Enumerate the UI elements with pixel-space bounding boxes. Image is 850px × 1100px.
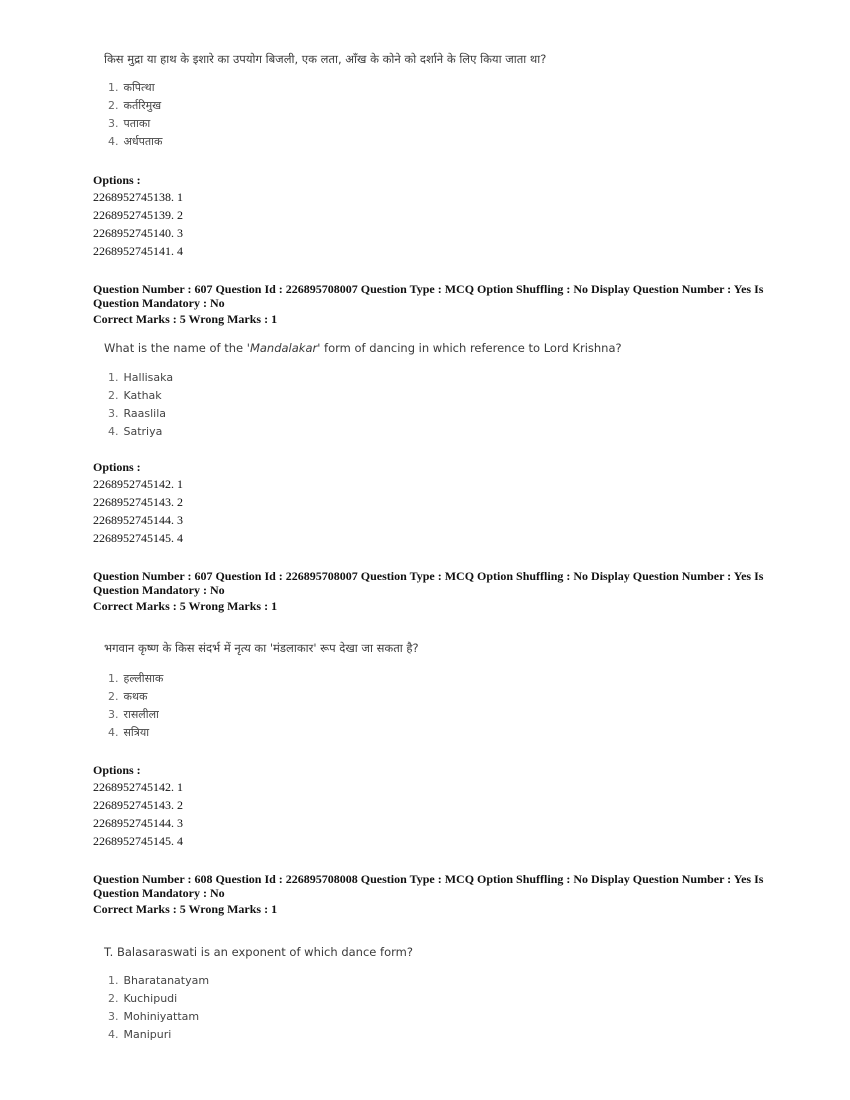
- choice-item: 4. सत्रिया: [108, 726, 150, 739]
- option-id: 2268952745138. 1: [93, 190, 183, 204]
- choice-item: 1. Hallisaka: [108, 371, 174, 384]
- choice-item: 1. Bharatanatyam: [108, 974, 210, 987]
- marks-line: Correct Marks : 5 Wrong Marks : 1: [93, 312, 278, 326]
- choice-item: 1. कपित्था: [108, 81, 155, 94]
- choice-item: 1. हल्लीसाक: [108, 672, 164, 685]
- choice-item: 3. Mohiniyattam: [108, 1010, 200, 1023]
- marks-line: Correct Marks : 5 Wrong Marks : 1: [93, 902, 278, 916]
- option-id: 2268952745145. 4: [93, 834, 183, 848]
- choice-item: 4. Manipuri: [108, 1028, 172, 1041]
- choice-list: [108, 670, 163, 742]
- choice-item: 2. कथक: [108, 690, 148, 703]
- choice-item: 4. अर्धपताक: [108, 135, 163, 148]
- options-label: Options :: [93, 460, 141, 474]
- option-id: 2268952745144. 3: [93, 816, 183, 830]
- option-id: 2268952745139. 2: [93, 208, 183, 222]
- choice-list: [108, 369, 173, 441]
- question-meta: Question Number : 607 Question Id : 226895708007 Question Type : MCQ Option Shuffling : No Display Question Number : Yes Is Question Mandatory : No: [93, 282, 764, 310]
- choice-item: 3. रासलीला: [108, 708, 159, 721]
- choice-item: 3. Raaslila: [108, 407, 167, 420]
- choice-item: 3. पताका: [108, 117, 151, 130]
- option-id: 2268952745142. 1: [93, 780, 183, 794]
- question-text: किस मुद्रा या हाथ के इशारे का उपयोग बिजली, एक लता, आँख के कोने को दर्शाने के लिए किया जाता था?: [104, 52, 547, 66]
- marks-line: Correct Marks : 5 Wrong Marks : 1: [93, 599, 278, 613]
- choice-list: [108, 972, 209, 1044]
- choice-item: 2. कर्तरिमुख: [108, 99, 162, 112]
- option-id: 2268952745140. 3: [93, 226, 183, 240]
- option-id: 2268952745141. 4: [93, 244, 183, 258]
- choice-item: 2. Kathak: [108, 389, 162, 402]
- options-label: Options :: [93, 173, 141, 187]
- choice-item: 4. Satriya: [108, 425, 163, 438]
- option-id: 2268952745143. 2: [93, 495, 183, 509]
- question-meta: Question Number : 608 Question Id : 226895708008 Question Type : MCQ Option Shuffling : No Display Question Number : Yes Is Question Mandatory : No: [93, 872, 764, 900]
- option-id: 2268952745145. 4: [93, 531, 183, 545]
- question-text: भगवान कृष्ण के किस संदर्भ में नृत्य का 'मंडलाकार' रूप देखा जा सकता है?: [104, 641, 419, 655]
- choice-list: [108, 79, 162, 151]
- option-id: 2268952745144. 3: [93, 513, 183, 527]
- options-label: Options :: [93, 763, 141, 777]
- choice-item: 2. Kuchipudi: [108, 992, 178, 1005]
- option-id: 2268952745142. 1: [93, 477, 183, 491]
- question-meta: Question Number : 607 Question Id : 226895708007 Question Type : MCQ Option Shuffling : No Display Question Number : Yes Is Question Mandatory : No: [93, 569, 764, 597]
- question-text: T. Balasaraswati is an exponent of which dance form?: [104, 945, 413, 959]
- question-text: What is the name of the 'Mandalakar' form of dancing in which reference to Lord Krishna?: [104, 341, 622, 355]
- option-id: 2268952745143. 2: [93, 798, 183, 812]
